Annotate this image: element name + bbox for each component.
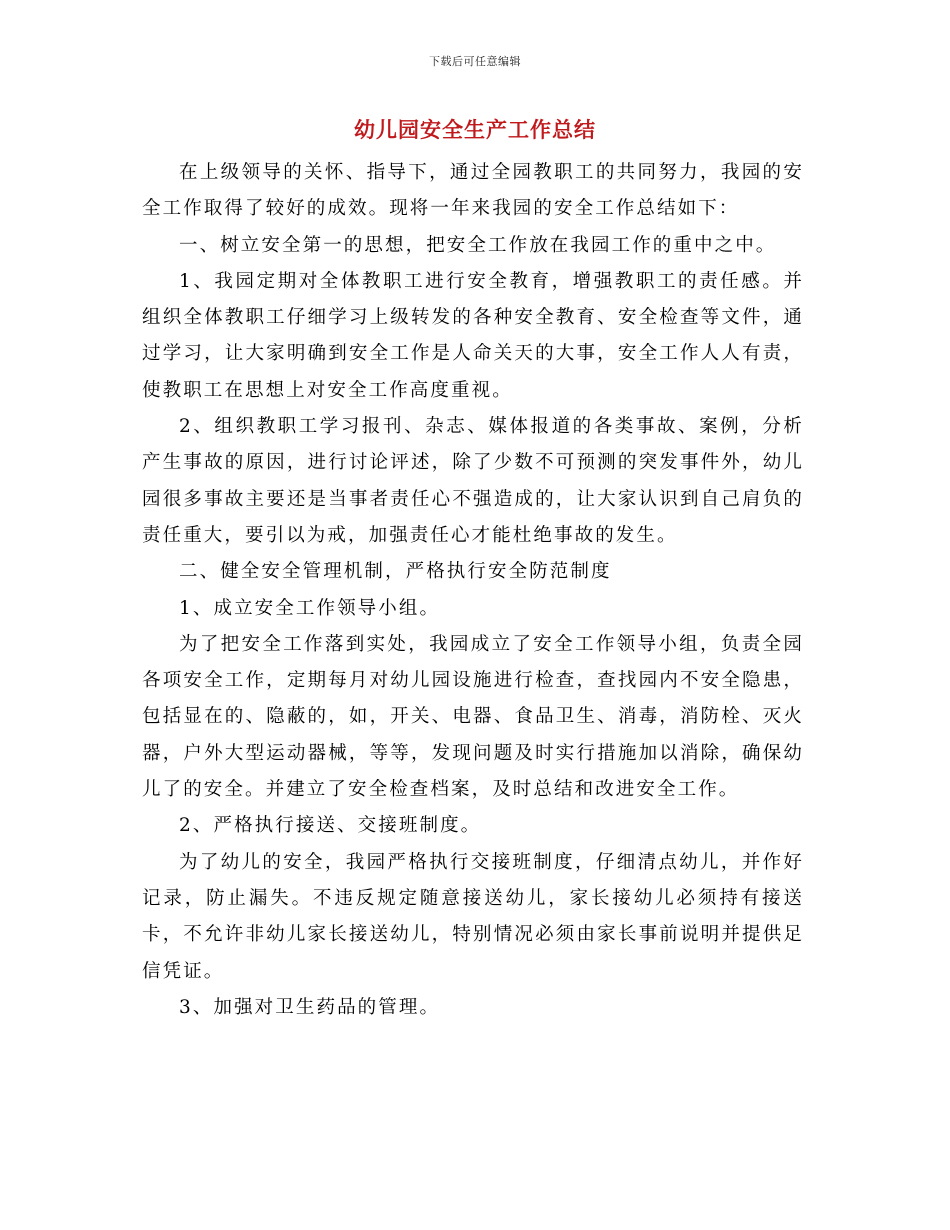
section-heading-1: 一、树立安全第一的思想，把安全工作放在我园工作的重中之中。 <box>179 234 777 256</box>
paragraph-intro: 在上级领导的关怀、指导下，通过全园教职工的共同努力，我园的安全工作取得了较好的成效。现将一年来我园的安全工作总结如下： <box>142 162 804 220</box>
paragraph-item-1-2: 2、组织教职工学习报刊、杂志、媒体报道的各类事故、案例，分析产生事故的原因，进行讨论评述，除了少数不可预测的突发事件外，幼儿园很多事故主要还是当事者责任心不强造成的，让大家认识到自己肩负的责任重大，要引以为戒，加强责任心才能杜绝事故的发生。 <box>142 416 804 546</box>
document-body <box>142 155 804 1026</box>
document-title: 幼儿园安全生产工作总结 <box>354 117 596 142</box>
header-note: 下载后可任意编辑 <box>429 55 521 68</box>
subheading-2-2: 2、严格执行接送、交接班制度。 <box>179 815 482 837</box>
paragraph-2-1: 为了把安全工作落到实处，我园成立了安全工作领导小组，负责全园各项安全工作，定期每月对幼儿园设施进行检查，查找园内不安全隐患，包括显在的、隐蔽的，如，开关、电器、食品卫生、消毒，消防栓、灭火器，户外大型运动器械，等等，发现问题及时实行措施加以消除，确保幼儿了的安全。并建立了安全检查档案，及时总结和改进安全工作。 <box>142 633 804 801</box>
subheading-2-1: 1、成立安全工作领导小组。 <box>179 597 441 619</box>
paragraph-item-1-1: 1、我园定期对全体教职工进行安全教育，增强教职工的责任感。并组织全体教职工仔细学习上级转发的各种安全教育、安全检查等文件，通过学习，让大家明确到安全工作是人命关天的大事，安全工作人人有责，使教职工在思想上对安全工作高度重视。 <box>142 270 804 401</box>
subheading-2-3: 3、加强对卫生药品的管理。 <box>179 996 441 1018</box>
section-heading-2: 二、健全安全管理机制，严格执行安全防范制度 <box>179 561 612 583</box>
paragraph-2-2: 为了幼儿的安全，我园严格执行交接班制度，仔细清点幼儿，并作好记录，防止漏失。不违反规定随意接送幼儿，家长接幼儿必须持有接送卡，不允许非幼儿家长接送幼儿，特别情况必须由家长事前说明并提供足信凭证。 <box>142 851 804 982</box>
